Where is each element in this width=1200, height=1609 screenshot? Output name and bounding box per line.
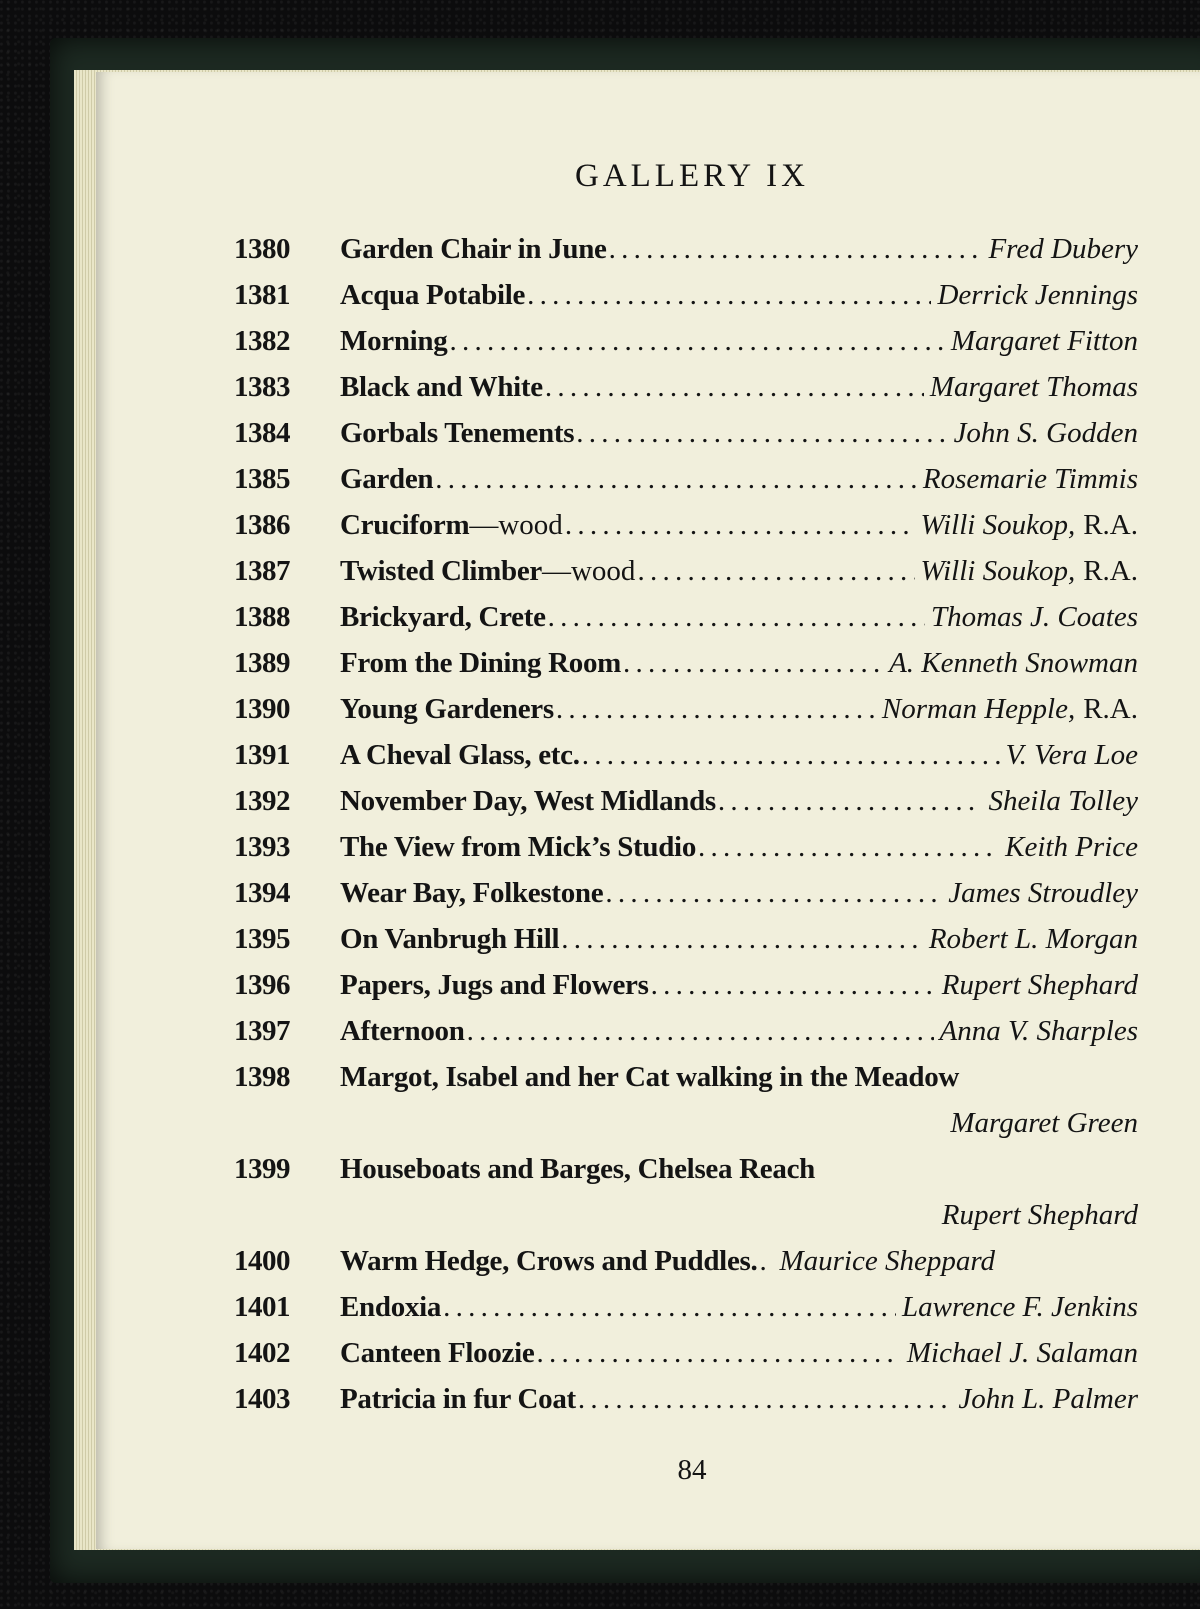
entry-artist: Maurice Sheppard — [779, 1245, 996, 1277]
list-item — [96, 1008, 1200, 1054]
entry-medium: —wood — [541, 555, 636, 587]
dot-leader — [548, 594, 925, 640]
list-item — [96, 548, 1200, 594]
list-item — [96, 1376, 1200, 1422]
entry-artist: Thomas J. Coates — [930, 601, 1138, 633]
entry-title: Margot, Isabel and her Cat walking in the Meadow — [340, 1061, 960, 1093]
dot-leader — [578, 1376, 952, 1422]
entry-title: The View from Mick’s Studio — [340, 831, 697, 863]
dot-leader — [609, 226, 983, 272]
entry-title: Endoxia — [340, 1291, 442, 1323]
entry-title: November Day, West Midlands — [340, 785, 716, 817]
dot-leader — [637, 548, 914, 594]
dot-leader — [435, 456, 917, 502]
list-item — [96, 1284, 1200, 1330]
list-item — [96, 778, 1200, 824]
entry-title: From the Dining Room — [340, 647, 622, 679]
entry-number: 1396 — [234, 969, 290, 1001]
dot-leader — [449, 318, 944, 364]
dot-leader — [545, 364, 924, 410]
entry-title: Houseboats and Barges, Chelsea Reach — [340, 1153, 815, 1185]
entry-number: 1391 — [234, 739, 290, 771]
entry-number: 1402 — [234, 1337, 290, 1369]
list-item — [96, 594, 1200, 640]
artist-name: Willi Soukop, — [920, 509, 1076, 541]
page-number: 84 — [677, 1454, 707, 1486]
list-item — [96, 1330, 1200, 1376]
entry-number: 1388 — [234, 601, 290, 633]
entry-artist: James Stroudley — [948, 877, 1138, 909]
list-item — [96, 456, 1200, 502]
entry-artist: Margaret Thomas — [929, 371, 1138, 403]
dot-leader — [698, 824, 999, 870]
entry-artist: Margaret Green — [950, 1107, 1138, 1139]
list-item — [96, 1054, 1200, 1100]
entry-number: 1380 — [234, 233, 290, 265]
entry-artist: Derrick Jennings — [937, 279, 1138, 311]
entry-artist: Sheila Tolley — [988, 785, 1138, 817]
list-item — [96, 916, 1200, 962]
entry-artist — [882, 686, 1138, 732]
artist-suffix: R.A. — [1083, 555, 1138, 587]
entry-number: 1403 — [234, 1383, 290, 1415]
entry-artist: Keith Price — [1005, 831, 1138, 863]
entry-number: 1392 — [234, 785, 290, 817]
entry-artist — [921, 502, 1138, 548]
list-item — [96, 318, 1200, 364]
entry-number: 1382 — [234, 325, 290, 357]
dot-leader — [467, 1008, 934, 1054]
entry-artist: Robert L. Morgan — [928, 923, 1138, 955]
dot-leader — [582, 732, 1000, 778]
entry-artist: Rupert Shephard — [941, 969, 1138, 1001]
entry-title: Patricia in fur Coat — [340, 1383, 576, 1415]
entry-medium: —wood — [469, 509, 563, 541]
dot-leader — [623, 640, 883, 686]
list-item — [96, 824, 1200, 870]
entry-artist: Margaret Fitton — [950, 325, 1138, 357]
entry-number: 1385 — [234, 463, 290, 495]
artist-suffix: R.A. — [1083, 693, 1138, 725]
dot-leader — [527, 272, 931, 318]
entry-artist: Lawrence F. Jenkins — [902, 1291, 1138, 1323]
list-item — [96, 272, 1200, 318]
entry-artist: Rosemarie Timmis — [922, 463, 1138, 495]
list-item — [96, 1238, 1200, 1284]
entry-title: Canteen Floozie — [340, 1337, 535, 1369]
list-item — [96, 1146, 1200, 1192]
dot-leader — [759, 1238, 773, 1284]
entry-number: 1394 — [234, 877, 290, 909]
list-item — [96, 364, 1200, 410]
entry-title: Brickyard, Crete — [340, 601, 546, 633]
entry-number: 1397 — [234, 1015, 290, 1047]
entry-artist: A. Kenneth Snowman — [889, 647, 1138, 679]
entry-number: 1383 — [234, 371, 290, 403]
entry-title: A Cheval Glass, etc. — [340, 739, 580, 771]
artist-suffix: R.A. — [1083, 509, 1138, 541]
entry-title: Garden — [340, 463, 434, 495]
list-item — [96, 226, 1200, 272]
entry-artist: John S. Godden — [953, 417, 1138, 449]
entry-title: Garden Chair in June — [340, 233, 607, 265]
dot-leader — [605, 870, 942, 916]
list-item — [96, 732, 1200, 778]
entry-title: Papers, Jugs and Flowers — [340, 969, 649, 1001]
dot-leader — [536, 1330, 900, 1376]
list-item — [96, 962, 1200, 1008]
artist-name: Willi Soukop, — [920, 555, 1076, 587]
entry-number: 1399 — [234, 1153, 290, 1185]
entry-title: Gorbals Tenements — [340, 417, 575, 449]
entry-artist — [921, 548, 1138, 594]
entry-title: Morning — [340, 325, 448, 357]
entry-number: 1384 — [234, 417, 290, 449]
entry-title: Wear Bay, Folkestone — [340, 877, 604, 909]
dot-leader — [718, 778, 983, 824]
catalogue-page — [96, 72, 1200, 1549]
entry-number: 1381 — [234, 279, 290, 311]
list-item — [96, 686, 1200, 732]
entry-title: Twisted Climber — [340, 555, 542, 587]
entry-number: 1400 — [234, 1245, 290, 1277]
list-item — [96, 410, 1200, 456]
dot-leader — [565, 502, 915, 548]
entry-artist: Anna V. Sharples — [939, 1015, 1138, 1047]
entry-number: 1398 — [234, 1061, 290, 1093]
list-item — [96, 502, 1200, 548]
entry-number: 1389 — [234, 647, 290, 679]
entry-title: Acqua Potabile — [340, 279, 526, 311]
entry-title: Cruciform — [340, 509, 470, 541]
entry-title: Warm Hedge, Crows and Puddles. — [340, 1245, 758, 1277]
entry-artist: Michael J. Salaman — [906, 1337, 1138, 1369]
entry-title: Black and White — [340, 371, 543, 403]
entry-artist: John L. Palmer — [958, 1383, 1138, 1415]
dot-leader — [651, 962, 936, 1008]
entry-number: 1401 — [234, 1291, 290, 1323]
entry-title: On Vanbrugh Hill — [340, 923, 560, 955]
dot-leader — [561, 916, 923, 962]
dot-leader — [556, 686, 876, 732]
artist-name: Norman Hepple, — [881, 693, 1076, 725]
entry-artist: Fred Dubery — [988, 233, 1138, 265]
entry-title: Young Gardeners — [340, 693, 554, 725]
entry-artist: Rupert Shephard — [941, 1199, 1138, 1231]
dot-leader — [576, 410, 947, 456]
list-item — [96, 640, 1200, 686]
entry-number: 1395 — [234, 923, 290, 955]
list-item — [96, 870, 1200, 916]
entry-number: 1387 — [234, 555, 290, 587]
entry-number: 1393 — [234, 831, 290, 863]
entry-number: 1386 — [234, 509, 290, 541]
entry-number: 1390 — [234, 693, 290, 725]
entry-title: Afternoon — [340, 1015, 465, 1047]
gallery-heading: GALLERY IX — [574, 158, 809, 194]
dot-leader — [443, 1284, 896, 1330]
entry-artist: V. Vera Loe — [1005, 739, 1138, 771]
